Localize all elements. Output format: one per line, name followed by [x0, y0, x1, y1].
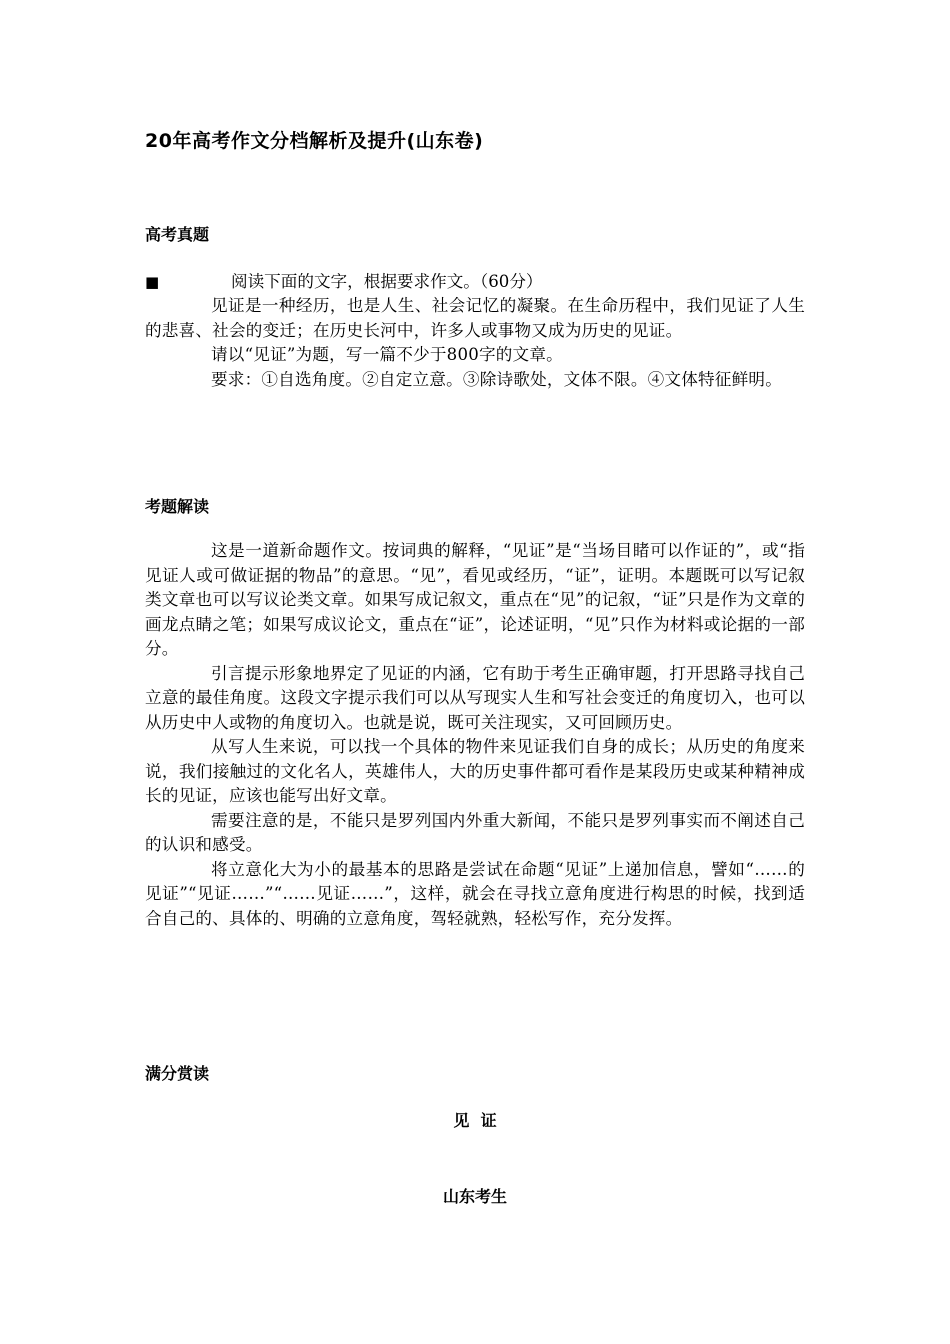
analysis-paragraph: 这是一道新命题作文。按词典的解释，“见证”是“当场目睹可以作证的”，或“指见证人或可做证据的物品”的意思。“见”，看见或经历，“证”，证明。本题既可以写记叙类文章也可以写议论类文章。如果写成记叙文，重点在“见”的记叙，“证”只是作为文章的画龙点睛之笔；如果写成议论文，重点在“证”，论述证明，“见”只作为材料或论据的一部分。: [145, 541, 805, 658]
section-heading-analysis: 考题解读: [145, 497, 210, 516]
exam-prompt: 阅读下面的文字，根据要求作文。（60分）: [231, 272, 543, 291]
section-heading-essay: 满分赏读: [145, 1064, 210, 1083]
analysis-paragraph: 将立意化大为小的最基本的思路是尝试在命题“见证”上递加信息，譬如“……的见证”“见证……”“……见证……”，这样，就会在寻找立意角度进行构思的时候，找到适合自己的、具体的、明确的立意角度，驾轻就熟，轻松写作，充分发挥。: [145, 859, 805, 928]
exam-paragraph: 请以“见证”为题，写一篇不少于800字的文章。: [211, 345, 563, 364]
section-heading-exam: 高考真题: [145, 225, 210, 244]
essay-title: 见 证: [453, 1111, 497, 1130]
essay-author: 山东考生: [442, 1187, 507, 1206]
exam-prompt-line: [145, 270, 543, 295]
exam-paragraph: 要求：①自选角度。②自定立意。③除诗歌处，文体不限。④文体特征鲜明。: [211, 369, 782, 389]
document-title: 20年高考作文分档解析及提升(山东卷): [145, 130, 484, 152]
analysis-paragraph: 需要注意的是，不能只是罗列国内外重大新闻，不能只是罗列事实而不阐述自己的认识和感受。: [145, 810, 805, 854]
exam-body: [145, 294, 805, 392]
exam-paragraph: 见证是一种经历，也是人生、社会记忆的凝聚。在生命历程中，我们见证了人生的悲喜、社会的变迁；在历史长河中，许多人或事物又成为历史的见证。: [145, 296, 805, 340]
analysis-paragraph: 从写人生来说，可以找一个具体的物件来见证我们自身的成长；从历史的角度来说，我们接触过的文化名人，英雄伟人，大的历史事件都可看作是某段历史或某种精神成长的见证，应该也能写出好文章。: [145, 737, 805, 805]
analysis-body: [145, 539, 805, 931]
bullet-square-icon: ■: [145, 273, 160, 291]
analysis-paragraph: 引言提示形象地界定了见证的内涵，它有助于考生正确审题，打开思路寻找自己立意的最佳角度。这段文字提示我们可以从写现实人生和写社会变迁的角度切入，也可以从历史中人或物的角度切入。也就是说，既可关注现实，又可回顾历史。: [145, 663, 805, 732]
